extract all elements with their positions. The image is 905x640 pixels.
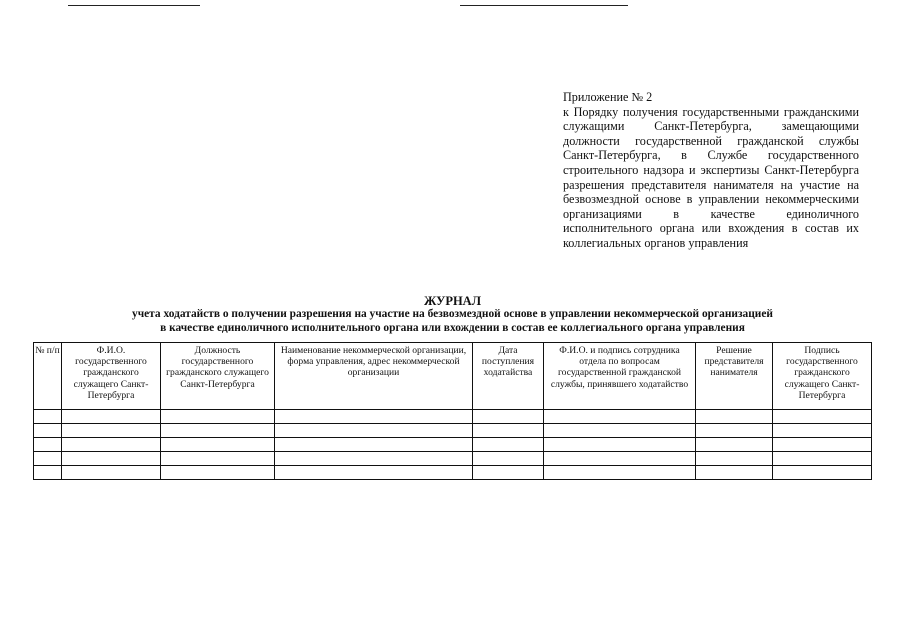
table-cell [696, 452, 773, 466]
table-cell [773, 410, 872, 424]
table-cell [473, 424, 544, 438]
column-header-position: Должность государственного гражданского служащего Санкт-Петербурга [161, 343, 275, 410]
table-cell [34, 410, 62, 424]
table-cell [544, 452, 696, 466]
top-rule-left [68, 5, 200, 6]
table-cell [62, 438, 161, 452]
journal-table-body [34, 410, 872, 480]
table-cell [275, 438, 473, 452]
table-cell [473, 410, 544, 424]
table-row [34, 424, 872, 438]
table-cell [473, 466, 544, 480]
appendix-block [563, 90, 859, 251]
table-cell [696, 466, 773, 480]
column-header-signature: Подпись государственного гражданского служащего Санкт-Петербурга [773, 343, 872, 410]
table-cell [275, 452, 473, 466]
appendix-text: к Порядку получения государственными гражданскими служащими Санкт-Петербурга, замещающими должности государственной гражданской службы Санкт-Петербурга, в Службе государственного строительного надзора и экспертизы Санкт-Петербурга разрешения представителя нанимателя на участие на безвозмездной основе в управлении некоммерческими организациями в качестве единоличного исполнительного органа или вхождения в состав их коллегиальных органов управления [563, 104, 859, 250]
column-header-date: Дата поступления ходатайства [473, 343, 544, 410]
column-header-decision: Решение представителя нанимателя [696, 343, 773, 410]
table-cell [544, 466, 696, 480]
table-cell [62, 424, 161, 438]
table-cell [161, 410, 275, 424]
table-cell [62, 466, 161, 480]
journal-heading [0, 294, 905, 335]
journal-subtitle-line2: в качестве единоличного исполнительного органа или вхождении в состав ее коллегиального органа управления [160, 321, 745, 334]
table-cell [34, 424, 62, 438]
table-cell [161, 424, 275, 438]
column-header-employee: Ф.И.О. и подпись сотрудника отдела по вопросам государственной гражданской службы, принявшего ходатайство [544, 343, 696, 410]
table-cell [34, 466, 62, 480]
journal-title: ЖУРНАЛ [423, 294, 482, 308]
table-row [34, 410, 872, 424]
journal-subtitle-line1: учета ходатайств о получении разрешения на участие на безвозмездной основе в управлении некоммерческой организацией [132, 308, 773, 320]
table-cell [161, 466, 275, 480]
table-cell [773, 438, 872, 452]
column-header-fio: Ф.И.О. государственного гражданского служащего Санкт-Петербурга [62, 343, 161, 410]
appendix-title: Приложение № 2 [563, 90, 653, 104]
table-row [34, 452, 872, 466]
table-cell [161, 452, 275, 466]
table-cell [473, 438, 544, 452]
table-cell [544, 424, 696, 438]
table-cell [275, 466, 473, 480]
table-cell [62, 452, 161, 466]
table-cell [473, 452, 544, 466]
table-row [34, 466, 872, 480]
table-header-row [34, 343, 872, 410]
column-header-number: № п/п [34, 343, 62, 410]
table-cell [62, 410, 161, 424]
table-cell [161, 438, 275, 452]
table-cell [773, 466, 872, 480]
table-cell [544, 438, 696, 452]
table-cell [696, 424, 773, 438]
table-cell [696, 410, 773, 424]
column-header-organization: Наименование некоммерческой организации, форма управления, адрес некоммерческой организации [275, 343, 473, 410]
table-row [34, 438, 872, 452]
table-cell [275, 424, 473, 438]
top-rule-right [460, 5, 628, 6]
table-cell [544, 410, 696, 424]
table-cell [275, 410, 473, 424]
journal-table [33, 342, 872, 480]
table-cell [34, 452, 62, 466]
table-cell [34, 438, 62, 452]
table-cell [773, 424, 872, 438]
table-cell [773, 452, 872, 466]
table-cell [696, 438, 773, 452]
